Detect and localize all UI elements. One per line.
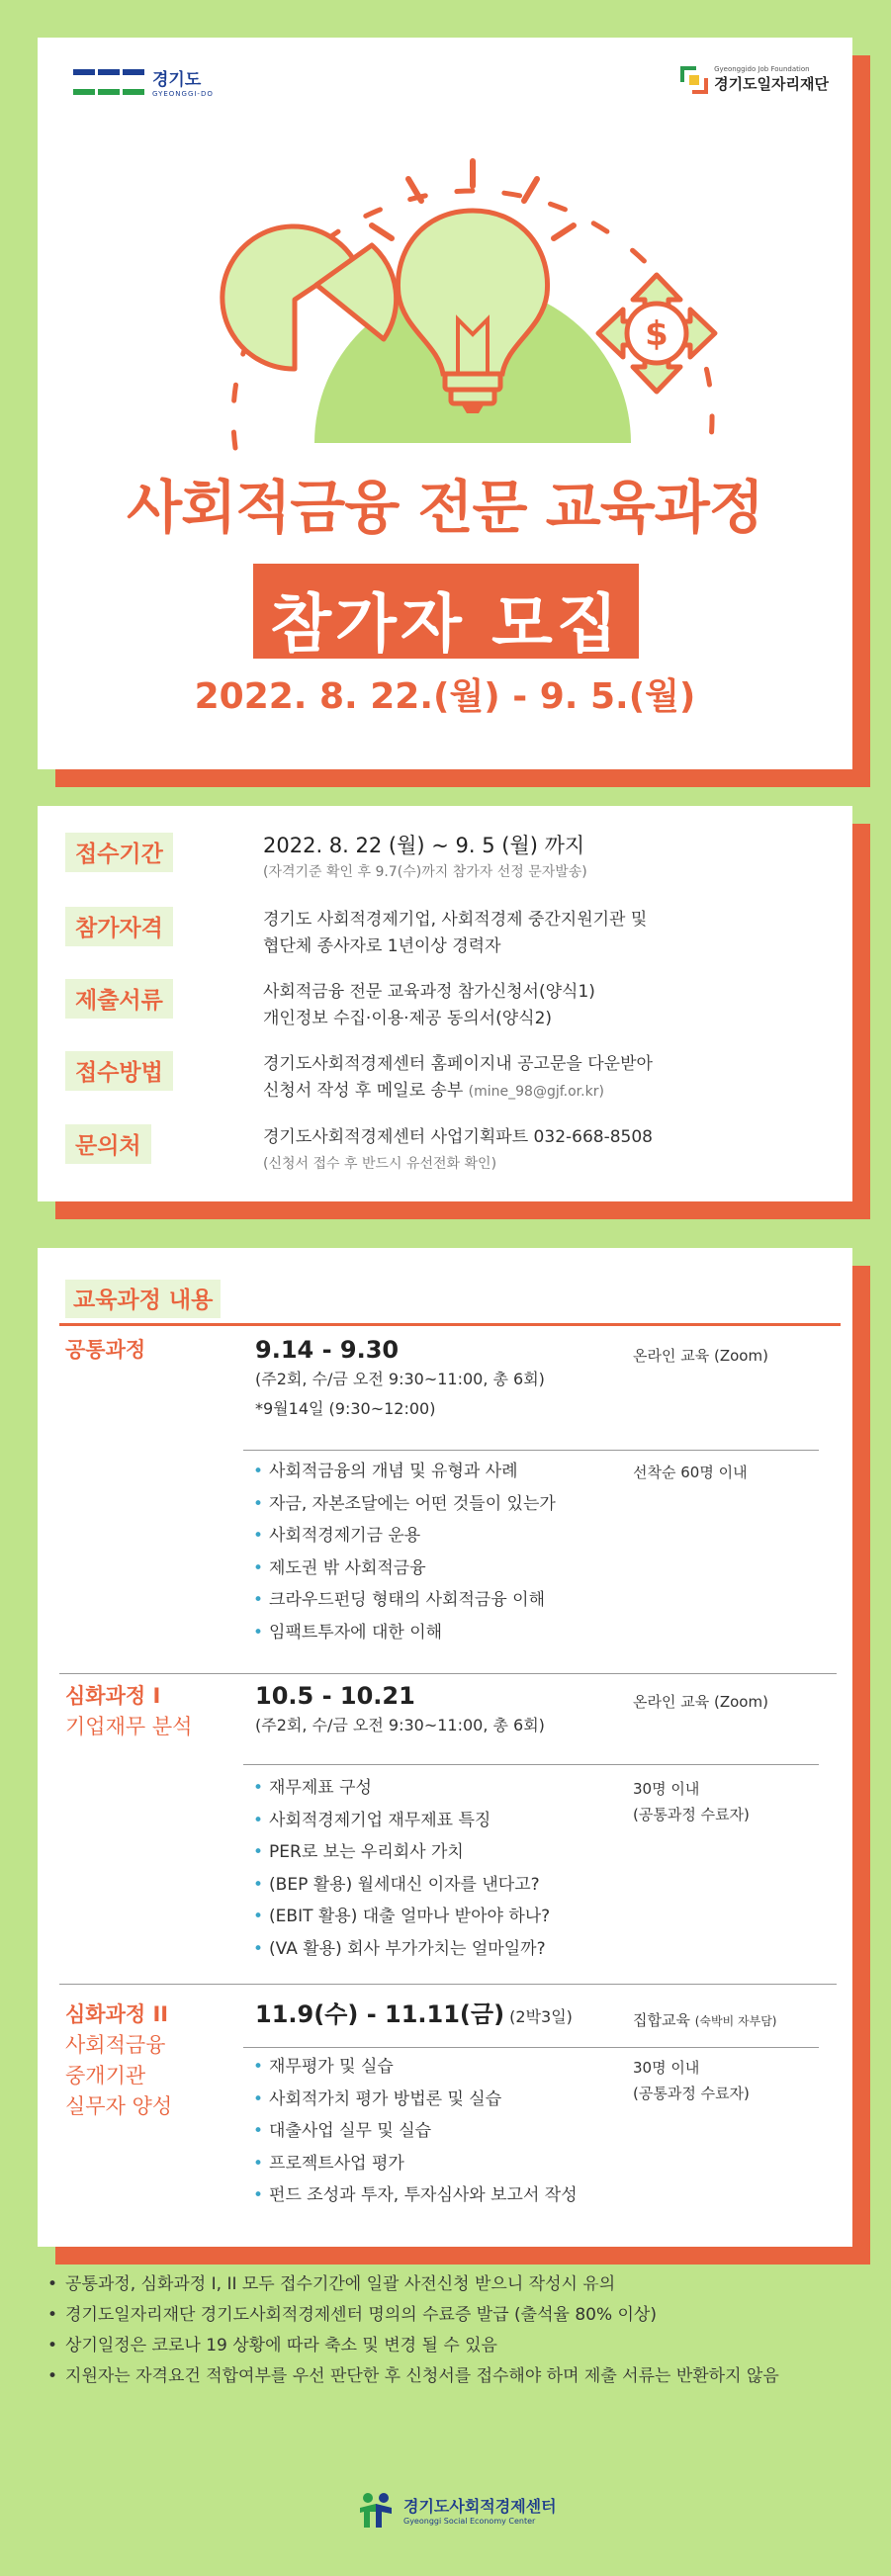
dollar-arrows-icon bbox=[598, 275, 715, 392]
course-mode: 집합교육 (숙박비 자부담) bbox=[633, 2011, 777, 2029]
info-value: 2022. 8. 22 (월) ~ 9. 5 (월) 까지 (자격기준 확인 후 9.7(수)까지 참가자 선정 문자발송) bbox=[263, 834, 587, 880]
list-item: • 펀드 조성과 투자, 투자심사와 보고서 작성 bbox=[253, 2179, 578, 2212]
list-item: • 프로젝트사업 평가 bbox=[253, 2148, 578, 2180]
divider bbox=[243, 1450, 819, 1451]
gyeonggi-logo-en: GYEONGGI-DO bbox=[152, 90, 214, 98]
info-card bbox=[38, 806, 852, 1201]
info-value: 경기도사회적경제센터 사업기획파트 032-668-8508 (신청서 접수 후 반드시 유선전화 확인) bbox=[263, 1127, 653, 1172]
course-topic-list bbox=[253, 1456, 556, 1648]
gjf-logo-name: 경기도일자리재단 bbox=[714, 75, 829, 93]
footer-logo-en: Gyeonggi Social Economy Center bbox=[403, 2517, 536, 2526]
list-item: • 경기도일자리재단 경기도사회적경제센터 명의의 수료증 발급 (출석율 80% 이상) bbox=[47, 2300, 779, 2331]
gyeonggi-logo bbox=[73, 65, 214, 98]
course-topic-list bbox=[253, 2051, 578, 2212]
gjf-mark-icon bbox=[680, 66, 708, 94]
list-item: • 사회적금융의 개념 및 유형과 사례 bbox=[253, 1456, 556, 1488]
gyeonggi-logo-name: 경기도 bbox=[152, 70, 202, 90]
gjf-logo bbox=[680, 65, 829, 94]
list-item: • 재무평가 및 실습 bbox=[253, 2051, 578, 2084]
course-schedule: 11.9(수) - 11.11(금) (2박3일) bbox=[255, 2000, 573, 2028]
footer-logo-name: 경기도사회적경제센터 bbox=[403, 2497, 557, 2516]
footer-logo bbox=[356, 2490, 557, 2530]
course-label-common: 공통과정 bbox=[65, 1338, 146, 1362]
info-label: 문의처 bbox=[65, 1124, 151, 1164]
recruit-period: 2022. 8. 22.(월) - 9. 5.(월) bbox=[194, 676, 696, 717]
list-item: • 사회적경제기업 재무제표 특징 bbox=[253, 1805, 550, 1837]
notice-list bbox=[47, 2269, 779, 2392]
course-card bbox=[38, 1248, 852, 2247]
info-label: 참가자격 bbox=[65, 907, 173, 946]
course-quota: 선착순 60명 이내 bbox=[633, 1464, 748, 1481]
info-label: 접수방법 bbox=[65, 1051, 173, 1091]
list-item: • 제도권 밖 사회적금융 bbox=[253, 1553, 556, 1585]
info-label: 접수기간 bbox=[65, 833, 173, 872]
list-item: • (BEP 활용) 월세대신 이자를 낸다고? bbox=[253, 1869, 550, 1902]
course-mode: 온라인 교육 (Zoom) bbox=[633, 1693, 768, 1711]
divider bbox=[59, 1673, 837, 1674]
list-item: • 대출사업 실무 및 실습 bbox=[253, 2115, 578, 2148]
header-card bbox=[38, 38, 852, 769]
social-economy-center-mark-icon bbox=[356, 2490, 396, 2530]
divider bbox=[59, 1323, 841, 1326]
course-mode: 온라인 교육 (Zoom) bbox=[633, 1347, 768, 1365]
divider bbox=[243, 1764, 819, 1765]
contact-email: (mine_98@gjf.or.kr) bbox=[468, 1084, 604, 1100]
info-value: 경기도 사회적경제기업, 사회적경제 중간지원기관 및 협단체 종사자로 1년이상 경력자 bbox=[263, 910, 648, 956]
divider bbox=[59, 1984, 837, 1985]
list-item: • 임팩트투자에 대한 이해 bbox=[253, 1617, 556, 1649]
course-schedule: 10.5 - 10.21 (주2회, 수/금 오전 9:30~11:00, 총 6회) bbox=[255, 1682, 545, 1734]
info-label: 제출서류 bbox=[65, 979, 173, 1019]
info-value: 사회적금융 전문 교육과정 참가신청서(양식1) 개인정보 수집·이용·제공 동의서(양식2) bbox=[263, 982, 595, 1028]
list-item: • 사회적경제기금 운용 bbox=[253, 1520, 556, 1553]
course-label-advanced-1: 심화과정 I 기업재무 분석 bbox=[65, 1684, 193, 1738]
list-item: • (VA 활용) 회사 부가가치는 얼마일까? bbox=[253, 1933, 550, 1966]
course-topic-list bbox=[253, 1772, 550, 1965]
course-quota: 30명 이내 (공통과정 수료자) bbox=[633, 2059, 750, 2102]
gjf-logo-en: Gyeonggido Job Foundation bbox=[714, 65, 810, 73]
course-label-advanced-2: 심화과정 II 사회적금융 중개기관 실무자 양성 bbox=[65, 2002, 173, 2118]
list-item: • 상기일정은 코로나 19 상황에 따라 축소 및 변경 될 수 있음 bbox=[47, 2331, 779, 2361]
recruit-title: 참가자 모집 bbox=[270, 588, 622, 662]
list-item: • 크라우드펀딩 형태의 사회적금융 이해 bbox=[253, 1584, 556, 1617]
info-value: 경기도사회적경제센터 홈페이지내 공고문을 다운받아 신청서 작성 후 메일로 송부 (mine_98@gjf.or.kr) bbox=[263, 1054, 653, 1101]
list-item: • PER로 보는 우리회사 가치 bbox=[253, 1836, 550, 1869]
course-quota: 30명 이내 (공통과정 수료자) bbox=[633, 1780, 750, 1823]
list-item: • (EBIT 활용) 대출 얼마나 받아야 하나? bbox=[253, 1901, 550, 1933]
list-item: • 재무제표 구성 bbox=[253, 1772, 550, 1805]
divider bbox=[243, 2047, 819, 2048]
list-item: • 사회적가치 평가 방법론 및 실습 bbox=[253, 2084, 578, 2116]
main-title: 사회적금융 전문 교육과정 bbox=[127, 474, 763, 541]
list-item: • 자금, 자본조달에는 어떤 것들이 있는가 bbox=[253, 1488, 556, 1521]
course-schedule: 9.14 - 9.30 (주2회, 수/금 오전 9:30~11:00, 총 6회) *9월14일 (9:30~12:00) bbox=[255, 1336, 545, 1418]
svg-text:$: $ bbox=[645, 314, 668, 354]
hero-illustration bbox=[196, 151, 750, 458]
gyeonggi-mark-icon bbox=[73, 69, 144, 95]
list-item: • 지원자는 자격요건 적합여부를 우선 판단한 후 신청서를 접수해야 하며 제출 서류는 반환하지 않음 bbox=[47, 2361, 779, 2392]
list-item: • 공통과정, 심화과정 I, II 모두 접수기간에 일괄 사전신청 받으니 작성시 유의 bbox=[47, 2269, 779, 2300]
recruit-title-box bbox=[253, 564, 639, 662]
course-section-title: 교육과정 내용 bbox=[65, 1280, 221, 1318]
